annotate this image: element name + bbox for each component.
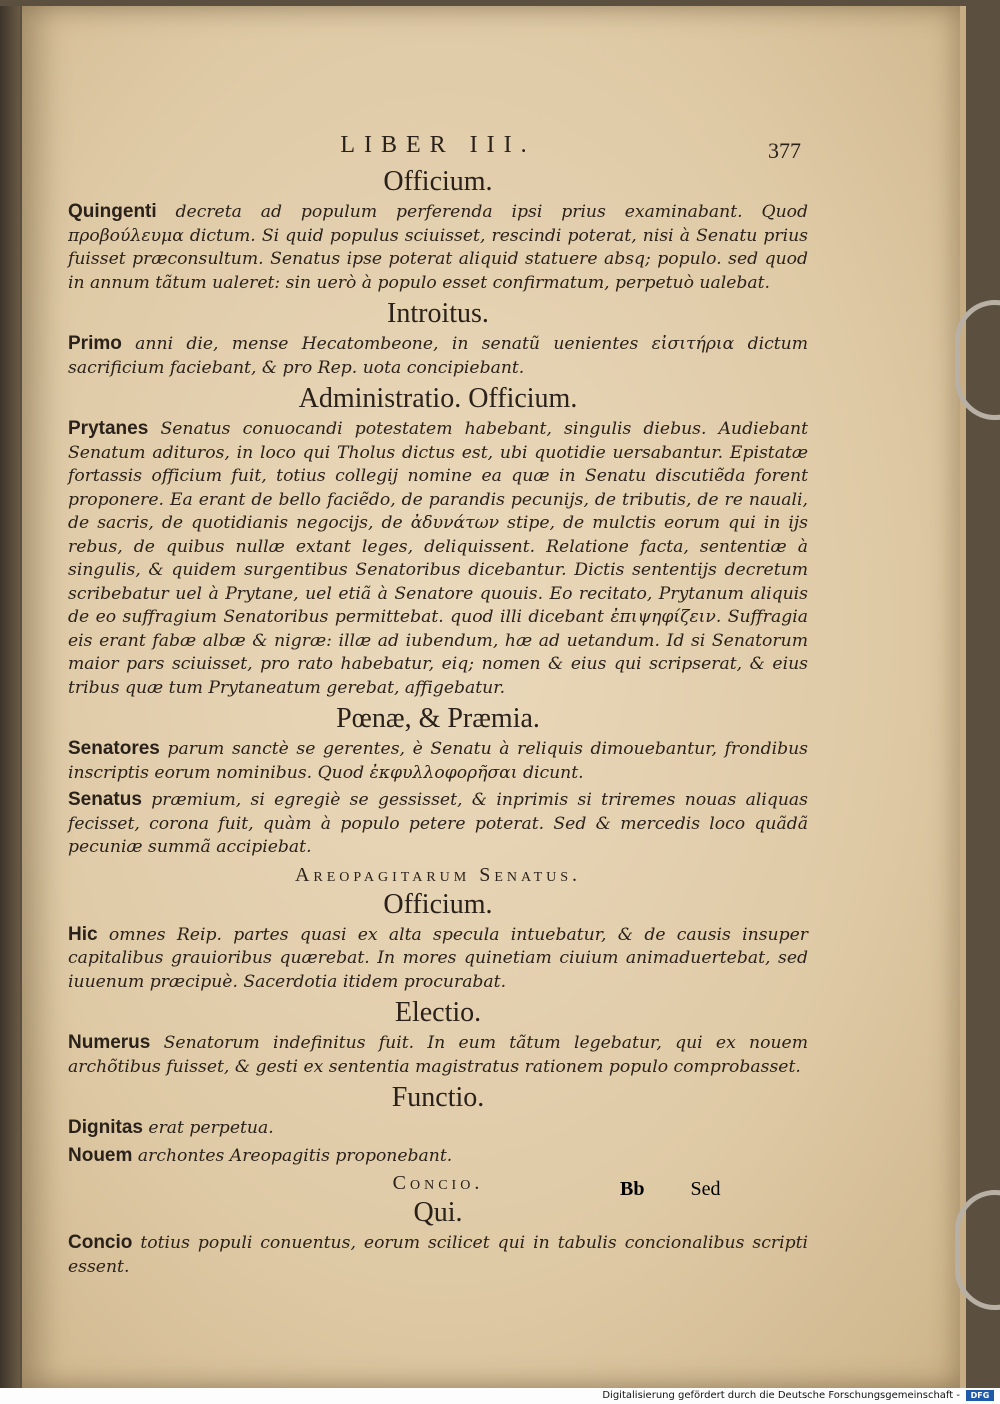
paragraph-lead-word: Senatus <box>68 789 142 810</box>
running-title: LIBER III. <box>340 132 536 158</box>
paragraph-text: archontes Areopagitis proponebant. <box>132 1145 453 1166</box>
page-clip-bottom <box>955 1190 1000 1310</box>
paragraph <box>68 923 808 995</box>
paragraph-text: totius populi conuentus, eorum scilicet qui in tabulis concionalibus scripti essent. <box>68 1233 808 1277</box>
paragraph <box>68 788 808 860</box>
section-heading: Pœnæ, & Præmia. <box>336 703 540 734</box>
paragraph <box>68 1144 808 1169</box>
digitization-footer <box>0 1388 1000 1404</box>
paragraph-text: erat perpetua. <box>142 1118 274 1138</box>
book-edge <box>0 6 20 1388</box>
paragraph-text: decreta ad populum perferenda ipsi prius examinabant. Quod προβούλευμα dictum. Si quid populus sciuisset, rescindi poterat, nisi à Senatu prius fuisset præconsultum. Senatus ipse poterat aliquid statuere absq; populo. sed quod in annum tãtum ualeret: sin uerò à populo esset confirmatum, perpetuò ualebat. <box>68 202 808 293</box>
paragraph-lead-word: Primo <box>68 333 122 354</box>
paragraph-lead-word: Numerus <box>68 1032 151 1053</box>
paragraph <box>68 737 808 785</box>
footer-credit: Digitalisierung gefördert durch die Deutsche Forschungsgemeinschaft - <box>602 1390 960 1401</box>
paragraph-text: Senatus conuocandi potestatem habebant, singulis diebus. Audiebant Senatum adituros, in loco qui Tholus dictus est, ubi quotidie uersabantur. Epistatæ fortassis officium fuit, totius collegij nomine ea quæ in Senatu discutiẽda forent proponere. Ea erant de bello faciẽdo, de parandis pecunijs, de tributis, de re nauali, de sacris, de quotidianis negocijs, de ἀδυνάτων stipe, de mulctis eorum qui in ijs rebus, de quibus nullæ extant leges, deliquissent. Relatione facta, sententiæ à singulis, & quidem surgentibus Senatoribus dicebantur. Dictis sententijs decretum scribebatur uel à Prytane, uel etiã à Senatore quouis. Eo recitato, Prytanum aliquis de eo suffragium Senatoribus permittebat. quod illi dicebant ἐπιψηφίζειν. Suffragia eis erant fabæ albæ & nigræ: illæ ad iubendum, hæ ad uetandum. Id si Senatorum maior pars sciuisset, pro rato habebatur, eiq; nomen & eius qui scripserat, & eius tribus quæ tum Prytaneatum gerebat, affigebatur. <box>68 419 808 698</box>
catchword: Sed <box>690 1178 721 1200</box>
paragraph <box>68 200 808 295</box>
paragraph-text: anni die, mense Hecatombeone, in senatũ uenientes εἰσιτήρια dictum sacrificium faciebant, & pro Rep. uota concipiebant. <box>68 334 808 378</box>
paragraph <box>68 332 808 380</box>
paragraph-lead-word: Nouem <box>68 1144 133 1166</box>
paragraph-lead-word: Dignitas <box>68 1117 143 1138</box>
paragraph-text: omnes Reip. partes quasi ex alta specula intuebatur, & de causis insuper capitalibus grauioribus quærebat. In mores quinetiam ciuium animaduertebat, sed iuuenum præcipuè. Sacerdotia itidem procurabat. <box>68 924 808 992</box>
section-heading: Officium. <box>383 888 493 920</box>
section-heading: Administratio. Officium. <box>298 383 578 414</box>
section-heading: Functio. <box>391 1082 485 1113</box>
section-heading: Qui. <box>413 1197 463 1228</box>
signature-line <box>620 1178 720 1201</box>
section-heading: Electio. <box>394 997 482 1028</box>
folio-number: 377 <box>768 138 801 163</box>
section-title: Concio. <box>392 1172 484 1194</box>
paragraph-lead-word: Prytanes <box>68 418 149 439</box>
dfg-logo: DFG <box>966 1390 994 1401</box>
section-heading: Officium. <box>383 166 493 197</box>
section-title: Areopagitarum Senatus. <box>294 863 582 886</box>
paragraph <box>68 1231 808 1279</box>
paragraph <box>68 417 808 700</box>
text-body <box>68 164 808 1282</box>
paragraph-text: præmium, si egregiè se gessisset, & inprimis si triremes nouas aliquas fecisset, corona fuit, quàm à populo petere poterat. Sed & mercedis loco quãdã pecuniæ summã accipiebat. <box>68 790 808 857</box>
signature-mark: Bb <box>620 1178 645 1200</box>
paragraph <box>68 1116 808 1141</box>
paragraph-text: Senatorum indefinitus fuit. In eum tãtum legebatur, qui ex nouem archõtibus fuisset, & gesti ex sententia magistratus rationem populo comprobasset. <box>68 1033 808 1077</box>
paragraph-lead-word: Senatores <box>68 738 160 759</box>
paragraph-lead-word: Hic <box>68 923 98 945</box>
paragraph <box>68 1031 808 1079</box>
paragraph-lead-word: Concio <box>68 1232 133 1253</box>
paragraph-text: parum sanctè se gerentes, è Senatu à reliquis dimouebantur, frondibus inscriptis eorum nominibus. Quod ἐκφυλλοφορῆσαι dicunt. <box>68 739 808 783</box>
paragraph-lead-word: Quingenti <box>68 201 157 222</box>
section-heading: Introitus. <box>387 298 489 329</box>
page-clip-top <box>955 300 1000 420</box>
